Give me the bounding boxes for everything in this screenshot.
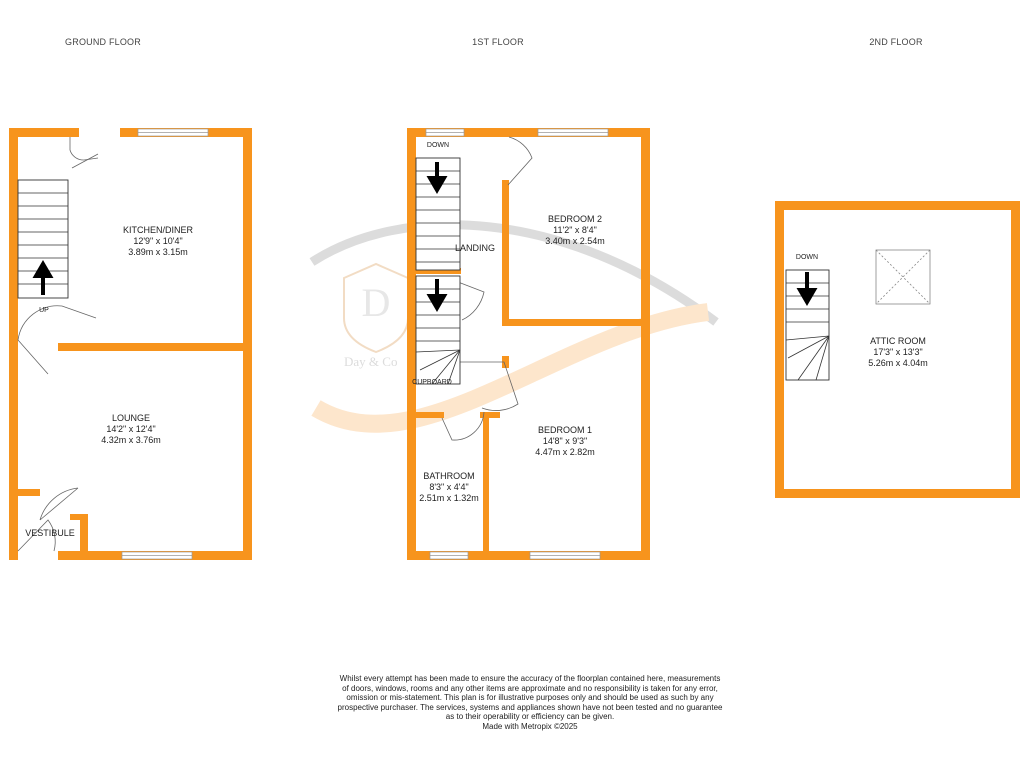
- ground-floor-stairs: [18, 180, 68, 298]
- watermark-letter: D: [361, 280, 391, 325]
- bedroom1-imperial: 14'8" x 9'3": [542, 436, 588, 446]
- bedroom2-metric: 3.40m x 2.54m: [545, 236, 605, 246]
- attic-metric: 5.26m x 4.04m: [868, 358, 928, 368]
- attic-imperial: 17'3" x 13'3": [873, 347, 923, 357]
- first-floor-stairs-upper: [416, 158, 460, 270]
- first-floor-title: 1ST FLOOR: [472, 37, 524, 47]
- second-floor-title: 2ND FLOOR: [869, 37, 923, 47]
- skylight-icon: [876, 250, 930, 304]
- attic-name: ATTIC ROOM: [870, 336, 926, 346]
- second-stair-label: DOWN: [795, 254, 819, 261]
- first-floor-stairs-lower: [416, 276, 460, 384]
- disclaimer: [322, 674, 738, 731]
- second-floor-stairs: [786, 270, 829, 380]
- disclaimer-credit: Made with Metropix ©2025: [482, 721, 578, 731]
- disclaimer-line: omission or mis-statement. This plan is for illustrative purposes only and should be used as such by any: [346, 693, 714, 702]
- bathroom-name: BATHROOM: [423, 471, 475, 481]
- second-floor-plan: [775, 201, 1020, 498]
- bathroom-imperial: 8'3" x 4'4": [429, 482, 469, 492]
- bedroom2-imperial: 11'2" x 8'4": [553, 225, 597, 235]
- lounge-imperial: 14'2" x 12'4": [106, 424, 156, 434]
- kitchen-name: KITCHEN/DINER: [122, 225, 194, 235]
- disclaimer-line: as to their operability or efficiency can be given.: [445, 712, 615, 721]
- cupboard-name: CUPBOARD: [412, 379, 452, 386]
- bedroom1-metric: 4.47m x 2.82m: [535, 447, 595, 457]
- ground-floor-title: GROUND FLOOR: [65, 37, 141, 47]
- landing-name: LANDING: [454, 243, 496, 253]
- kitchen-imperial: 12'9" x 10'4": [133, 236, 183, 246]
- bedroom2-name: BEDROOM 2: [547, 214, 603, 224]
- ground-stair-label: UP: [39, 307, 49, 314]
- lounge-name: LOUNGE: [111, 413, 151, 423]
- first-stair-label: DOWN: [426, 142, 450, 149]
- bathroom-metric: 2.51m x 1.32m: [419, 493, 479, 503]
- kitchen-metric: 3.89m x 3.15m: [128, 247, 188, 257]
- disclaimer-line: prospective purchaser. The services, systems and appliances shown have not been tested and no guarantee: [337, 702, 723, 712]
- lounge-metric: 4.32m x 3.76m: [101, 435, 161, 445]
- vestibule-name: VESTIBULE: [25, 528, 75, 538]
- watermark-text: Day & Co: [344, 354, 398, 369]
- disclaimer-line: Whilst every attempt has been made to ensure the accuracy of the floorplan contained here, measurements: [339, 674, 721, 683]
- disclaimer-line: of doors, windows, rooms and any other items are approximate and no responsibility is taken for any error,: [342, 683, 718, 693]
- bedroom1-name: BEDROOM 1: [537, 425, 593, 435]
- ground-floor-plan: [9, 128, 252, 560]
